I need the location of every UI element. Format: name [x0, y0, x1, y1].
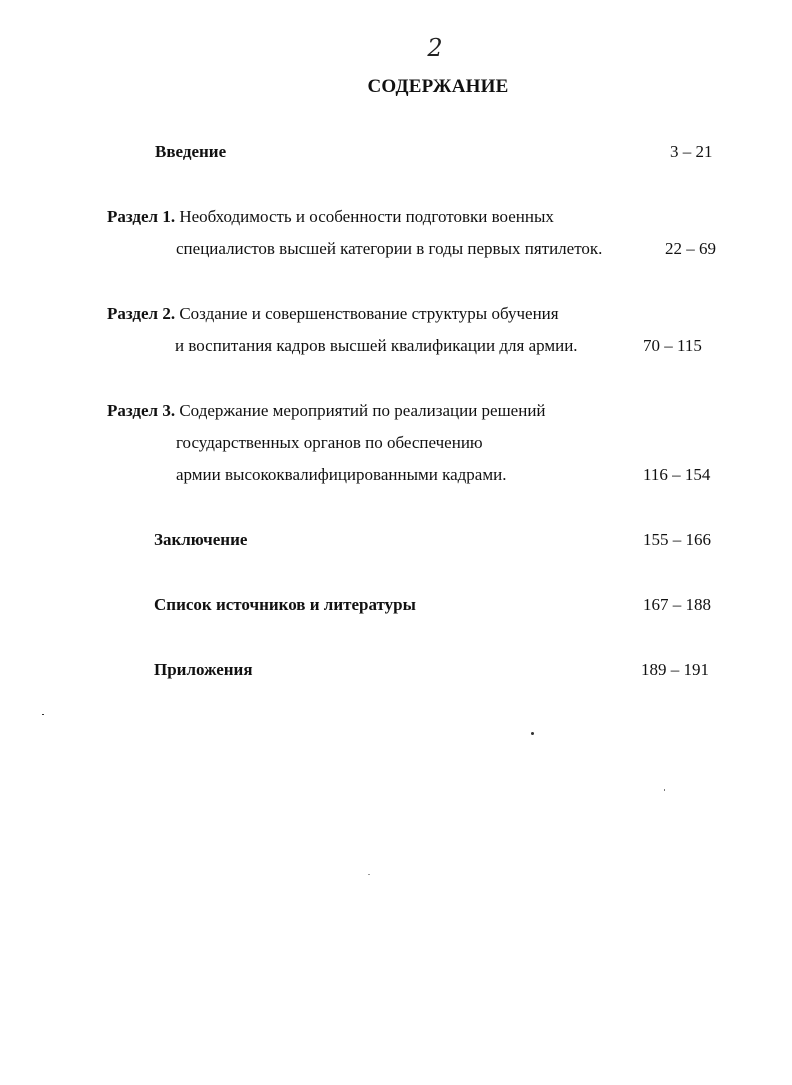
- toc-section1-prefix: Раздел 1.: [107, 207, 176, 226]
- page-title: СОДЕРЖАНИЕ: [367, 76, 509, 97]
- toc-section3-prefix: Раздел 3.: [107, 401, 176, 420]
- toc-section1-line2: специалистов высшей категории в годы первых пятилеток.: [176, 239, 603, 258]
- toc-section1-line1: [107, 207, 554, 227]
- handwritten-page-number: 2: [427, 34, 443, 62]
- toc-section3-line3: армии высококвалифицированными кадрами.: [176, 465, 507, 484]
- scan-speck: [368, 874, 370, 875]
- toc-section3-line1: [107, 401, 546, 421]
- toc-sources-pages: 167 – 188: [643, 595, 711, 614]
- toc-section3-pages: 116 – 154: [643, 465, 711, 484]
- toc-section3-title-part1: Содержание мероприятий по реализации решений: [179, 401, 546, 420]
- toc-section2-title-part1: Создание и совершенствование структуры обучения: [179, 304, 559, 323]
- toc-conclusion-pages: 155 – 166: [643, 530, 711, 549]
- scan-speck: [664, 789, 665, 791]
- toc-section2-line1: [107, 304, 559, 324]
- toc-section2-pages: 70 – 115: [643, 336, 702, 355]
- toc-intro-label: Введение: [155, 142, 227, 161]
- toc-section1-title-part1: Необходимость и особенности подготовки военных: [179, 207, 554, 226]
- toc-sources-label: Список источников и литературы: [154, 595, 416, 614]
- toc-appendix-pages: 189 – 191: [641, 660, 709, 679]
- toc-section2-line2: и воспитания кадров высшей квалификации для армии.: [175, 336, 578, 355]
- toc-appendix-label: Приложения: [154, 660, 253, 679]
- toc-section1-pages: 22 – 69: [665, 239, 716, 258]
- scan-speck: [42, 714, 44, 715]
- toc-intro-pages: 3 – 21: [670, 142, 713, 161]
- toc-section2-prefix: Раздел 2.: [107, 304, 176, 323]
- toc-conclusion-label: Заключение: [154, 530, 248, 549]
- scan-speck: [531, 732, 534, 735]
- toc-section3-line2: государственных органов по обеспечению: [176, 433, 483, 452]
